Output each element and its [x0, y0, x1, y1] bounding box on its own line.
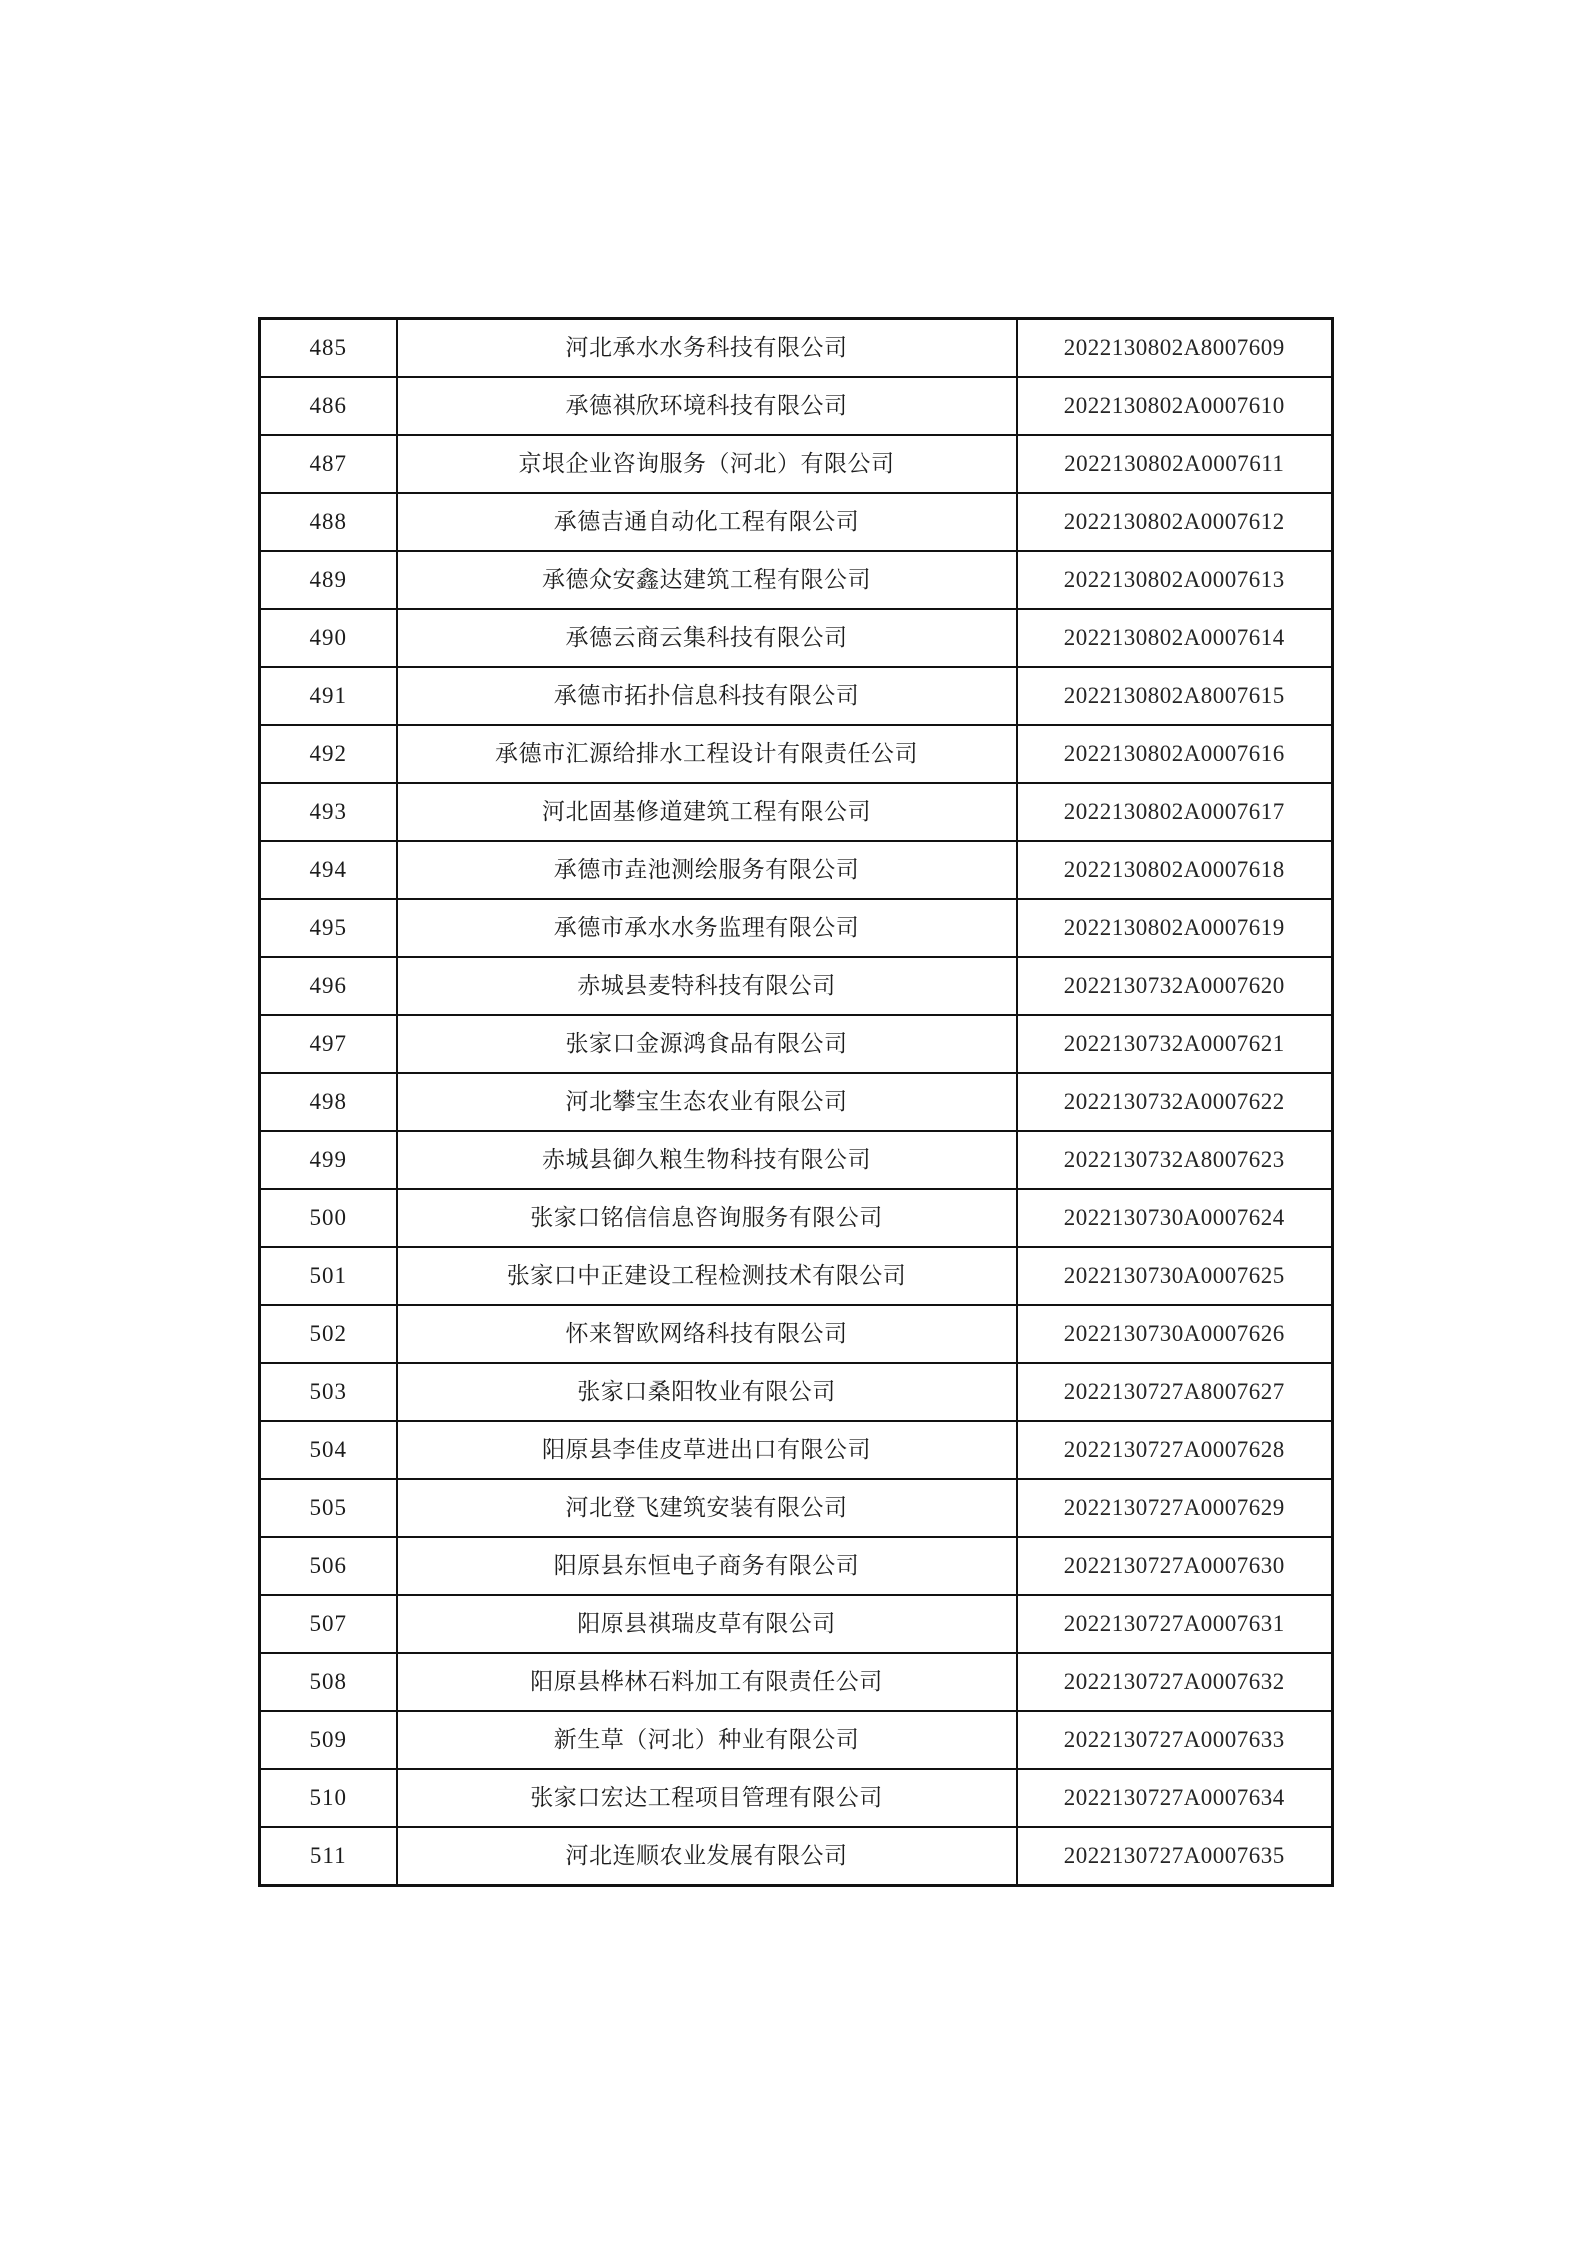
- company-table-body: [260, 319, 1333, 1886]
- company-name-cell: 张家口中正建设工程检测技术有限公司: [397, 1247, 1017, 1305]
- registration-code-cell: 2022130727A0007629: [1017, 1479, 1333, 1537]
- registration-code-cell: 2022130732A0007622: [1017, 1073, 1333, 1131]
- row-index-cell: 500: [260, 1189, 397, 1247]
- company-name-cell: 张家口铭信信息咨询服务有限公司: [397, 1189, 1017, 1247]
- table-row: [260, 1015, 1333, 1073]
- row-index-cell: 507: [260, 1595, 397, 1653]
- registration-code-cell: 2022130802A0007617: [1017, 783, 1333, 841]
- table-row: [260, 609, 1333, 667]
- company-name-cell: 京垠企业咨询服务（河北）有限公司: [397, 435, 1017, 493]
- table-row: [260, 1769, 1333, 1827]
- registration-code-cell: 2022130727A0007631: [1017, 1595, 1333, 1653]
- row-index-cell: 485: [260, 319, 397, 378]
- company-name-cell: 河北固基修道建筑工程有限公司: [397, 783, 1017, 841]
- registration-code-cell: 2022130802A0007612: [1017, 493, 1333, 551]
- row-index-cell: 502: [260, 1305, 397, 1363]
- row-index-cell: 494: [260, 841, 397, 899]
- company-name-cell: 承德市承水水务监理有限公司: [397, 899, 1017, 957]
- table-row: [260, 1479, 1333, 1537]
- table-row: [260, 1305, 1333, 1363]
- registration-code-cell: 2022130727A8007627: [1017, 1363, 1333, 1421]
- company-name-cell: 赤城县麦特科技有限公司: [397, 957, 1017, 1015]
- table-row: [260, 435, 1333, 493]
- row-index-cell: 486: [260, 377, 397, 435]
- row-index-cell: 505: [260, 1479, 397, 1537]
- company-name-cell: 新生草（河北）种业有限公司: [397, 1711, 1017, 1769]
- company-name-cell: 阳原县桦林石料加工有限责任公司: [397, 1653, 1017, 1711]
- table-row: [260, 319, 1333, 378]
- table-row: [260, 1827, 1333, 1886]
- company-name-cell: 承德祺欣环境科技有限公司: [397, 377, 1017, 435]
- company-name-cell: 承德吉通自动化工程有限公司: [397, 493, 1017, 551]
- table-row: [260, 1653, 1333, 1711]
- row-index-cell: 497: [260, 1015, 397, 1073]
- registration-code-cell: 2022130730A0007626: [1017, 1305, 1333, 1363]
- registration-code-cell: 2022130802A0007619: [1017, 899, 1333, 957]
- company-name-cell: 承德众安鑫达建筑工程有限公司: [397, 551, 1017, 609]
- table-row: [260, 1595, 1333, 1653]
- table-row: [260, 377, 1333, 435]
- table-row: [260, 551, 1333, 609]
- table-row: [260, 1247, 1333, 1305]
- row-index-cell: 490: [260, 609, 397, 667]
- row-index-cell: 488: [260, 493, 397, 551]
- company-name-cell: 河北承水水务科技有限公司: [397, 319, 1017, 378]
- registration-code-cell: 2022130802A0007618: [1017, 841, 1333, 899]
- registration-code-cell: 2022130732A0007620: [1017, 957, 1333, 1015]
- table-row: [260, 1073, 1333, 1131]
- company-name-cell: 张家口金源鸿食品有限公司: [397, 1015, 1017, 1073]
- company-name-cell: 承德市汇源给排水工程设计有限责任公司: [397, 725, 1017, 783]
- registration-code-cell: 2022130802A0007614: [1017, 609, 1333, 667]
- company-name-cell: 河北攀宝生态农业有限公司: [397, 1073, 1017, 1131]
- row-index-cell: 487: [260, 435, 397, 493]
- company-name-cell: 阳原县祺瑞皮草有限公司: [397, 1595, 1017, 1653]
- company-name-cell: 河北登飞建筑安装有限公司: [397, 1479, 1017, 1537]
- row-index-cell: 511: [260, 1827, 397, 1886]
- company-name-cell: 阳原县李佳皮草进出口有限公司: [397, 1421, 1017, 1479]
- registration-code-cell: 2022130730A0007624: [1017, 1189, 1333, 1247]
- registration-code-cell: 2022130727A0007633: [1017, 1711, 1333, 1769]
- registration-code-cell: 2022130727A0007628: [1017, 1421, 1333, 1479]
- table-row: [260, 493, 1333, 551]
- table-row: [260, 783, 1333, 841]
- company-registration-table: [258, 317, 1334, 1887]
- registration-code-cell: 2022130727A0007635: [1017, 1827, 1333, 1886]
- table-row: [260, 899, 1333, 957]
- row-index-cell: 495: [260, 899, 397, 957]
- table-row: [260, 725, 1333, 783]
- table-row: [260, 1537, 1333, 1595]
- registration-code-cell: 2022130732A8007623: [1017, 1131, 1333, 1189]
- table-row: [260, 1363, 1333, 1421]
- company-name-cell: 张家口桑阳牧业有限公司: [397, 1363, 1017, 1421]
- row-index-cell: 509: [260, 1711, 397, 1769]
- table-row: [260, 667, 1333, 725]
- registration-code-cell: 2022130727A0007630: [1017, 1537, 1333, 1595]
- registration-code-cell: 2022130727A0007632: [1017, 1653, 1333, 1711]
- company-name-cell: 怀来智欧网络科技有限公司: [397, 1305, 1017, 1363]
- registration-code-cell: 2022130730A0007625: [1017, 1247, 1333, 1305]
- registration-code-cell: 2022130802A8007615: [1017, 667, 1333, 725]
- registration-code-cell: 2022130802A0007613: [1017, 551, 1333, 609]
- table-row: [260, 1131, 1333, 1189]
- table-row: [260, 1421, 1333, 1479]
- registration-code-cell: 2022130802A0007616: [1017, 725, 1333, 783]
- table-row: [260, 957, 1333, 1015]
- row-index-cell: 492: [260, 725, 397, 783]
- company-name-cell: 河北连顺农业发展有限公司: [397, 1827, 1017, 1886]
- row-index-cell: 489: [260, 551, 397, 609]
- table-row: [260, 1711, 1333, 1769]
- registration-code-cell: 2022130802A0007610: [1017, 377, 1333, 435]
- company-name-cell: 承德市垚池测绘服务有限公司: [397, 841, 1017, 899]
- company-name-cell: 赤城县御久粮生物科技有限公司: [397, 1131, 1017, 1189]
- table-row: [260, 841, 1333, 899]
- row-index-cell: 510: [260, 1769, 397, 1827]
- row-index-cell: 493: [260, 783, 397, 841]
- row-index-cell: 499: [260, 1131, 397, 1189]
- row-index-cell: 491: [260, 667, 397, 725]
- registration-code-cell: 2022130802A0007611: [1017, 435, 1333, 493]
- registration-code-cell: 2022130732A0007621: [1017, 1015, 1333, 1073]
- row-index-cell: 498: [260, 1073, 397, 1131]
- company-name-cell: 承德市拓扑信息科技有限公司: [397, 667, 1017, 725]
- company-name-cell: 阳原县东恒电子商务有限公司: [397, 1537, 1017, 1595]
- row-index-cell: 508: [260, 1653, 397, 1711]
- company-name-cell: 承德云商云集科技有限公司: [397, 609, 1017, 667]
- row-index-cell: 506: [260, 1537, 397, 1595]
- company-name-cell: 张家口宏达工程项目管理有限公司: [397, 1769, 1017, 1827]
- row-index-cell: 503: [260, 1363, 397, 1421]
- registration-code-cell: 2022130727A0007634: [1017, 1769, 1333, 1827]
- registration-code-cell: 2022130802A8007609: [1017, 319, 1333, 378]
- row-index-cell: 501: [260, 1247, 397, 1305]
- table-row: [260, 1189, 1333, 1247]
- row-index-cell: 504: [260, 1421, 397, 1479]
- row-index-cell: 496: [260, 957, 397, 1015]
